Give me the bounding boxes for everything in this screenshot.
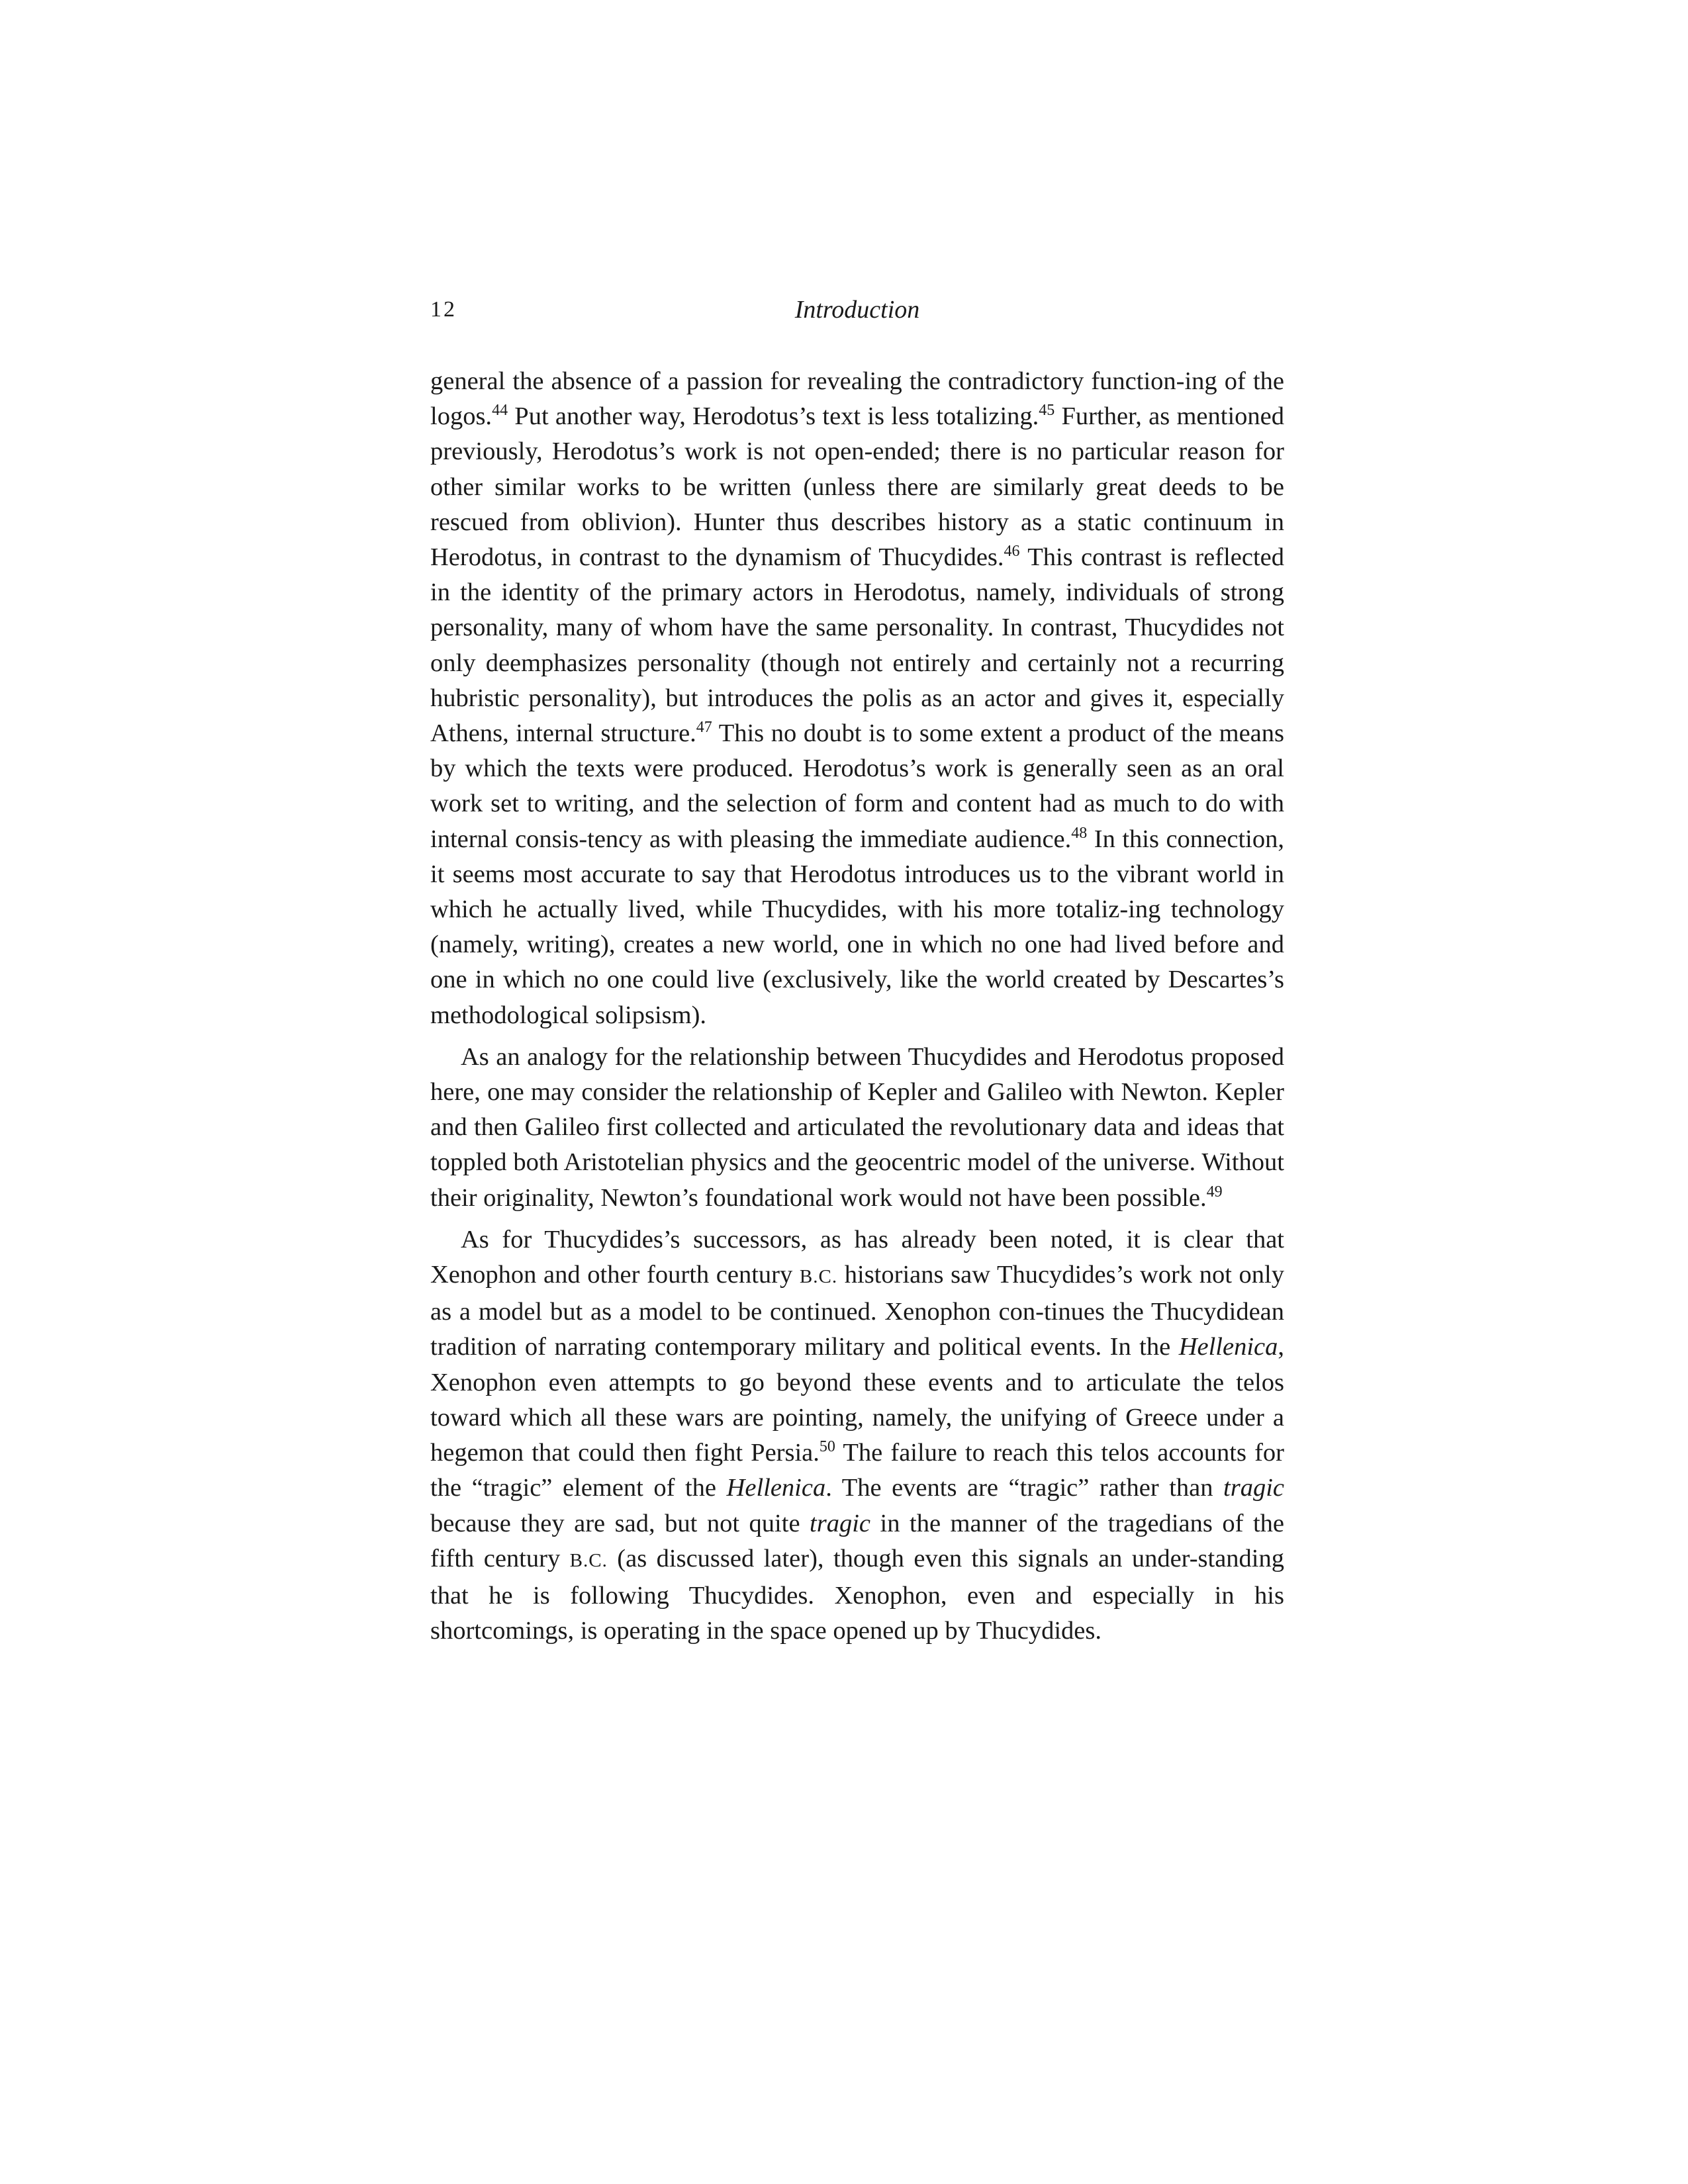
text-segment: This no doubt is to some extent a product of the means by which the texts were produced. Herodotus’s work is generally seen as an oral work set to writing, and the selection of form and content had as much to do with internal consis-tency as with pleasing the immediate audience. [430, 719, 1284, 853]
paragraph-3 [430, 1222, 1284, 1649]
text-segment: Further, as mentioned previously, Herodotus’s work is not open-ended; there is no particular reason for other similar works to be written (unless there are similarly great deeds to be rescued from oblivion). Hunter thus describes history as a static continuum in Herodotus, in contrast to the dynamism of Thucydides. [430, 402, 1284, 572]
text-segment: historians saw Thucydides’s work not only as a model but as a model to be continued. Xenophon con-tinues the Thucydidean tradition of narrating contemporary military and political events. In the [430, 1261, 1284, 1361]
text-segment: general the absence of a passion for revealing the contradictory function-ing of the logos. [430, 367, 1284, 431]
text-segment: because they are sad, but not quite [430, 1509, 810, 1537]
italic-word-tragic: tragic [810, 1509, 871, 1537]
footnote-ref-49: 49 [1206, 1183, 1223, 1201]
footnote-ref-48: 48 [1071, 824, 1088, 842]
text-segment: In this connection, it seems most accurate to say that Herodotus introduces us to the vibrant world in which he actually lived, while Thucydides, with his more totaliz-ing technology (namely, writing), creates a new world, one in which no one had lived before and one in which no one could live (exclusively, like the world created by Descartes’s methodological solipsism). [430, 825, 1284, 1029]
small-caps-bc: B.C. [799, 1266, 838, 1288]
footnote-ref-44: 44 [492, 402, 508, 420]
text-segment: . The events are “tragic” rather than [825, 1474, 1224, 1502]
running-head [430, 291, 1284, 328]
text-segment: , Xenophon even attempts to go beyond these events and to articulate the telos toward which all these wars are pointing, namely, the unifying of Greece under a hegemon that could then fight Persia. [430, 1333, 1284, 1467]
small-caps-bc: B.C. [569, 1549, 608, 1571]
paragraph-1 [430, 364, 1284, 1033]
text-segment: Put another way, Herodotus’s text is less totalizing. [508, 402, 1039, 431]
page-number: 12 [430, 297, 457, 322]
running-title: Introduction [794, 296, 920, 324]
text-segment: This contrast is reflected in the identity of the primary actors in Herodotus, namely, individuals of strong personality, many of whom have the same personality. In contrast, Thucydides not only deemphasizes personality (though not entirely and certainly not a recurring hubristic personality), but introduces the polis as an actor and gives it, especially Athens, internal structure. [430, 543, 1284, 748]
italic-word-tragic: tragic [1223, 1474, 1285, 1502]
paragraph-2 [430, 1040, 1284, 1216]
italic-title-hellenica: Hellenica [1178, 1333, 1278, 1361]
text-segment: in the manner of the tragedians of the fifth century [430, 1509, 1284, 1572]
text-segment: As an analogy for the relationship between Thucydides and Herodotus proposed here, one may consider the relationship of Kepler and Galileo with Newton. Kepler and then Galileo first collected and articulated the revolutionary data and ideas that toppled both Aristotelian physics and the geocentric model of the universe. Without their originality, Newton’s foundational work would not have been possible. [430, 1042, 1284, 1212]
footnote-ref-45: 45 [1039, 402, 1055, 420]
footnote-ref-46: 46 [1004, 543, 1020, 561]
footnote-ref-50: 50 [819, 1438, 835, 1456]
body-text [430, 364, 1284, 1649]
footnote-ref-47: 47 [696, 719, 712, 737]
text-segment: (as discussed later), though even this signals an under-standing that he is following Thucydides. Xenophon, even and especially in his shortcomings, is operating in the space opened up by Thucydides. [430, 1544, 1284, 1645]
text-segment: As for Thucydides’s successors, as has already been noted, it is clear that Xenophon and other fourth century [430, 1225, 1284, 1289]
italic-title-hellenica: Hellenica [726, 1474, 826, 1502]
text-segment: The failure to reach this telos accounts for the “tragic” element of the [430, 1439, 1285, 1502]
